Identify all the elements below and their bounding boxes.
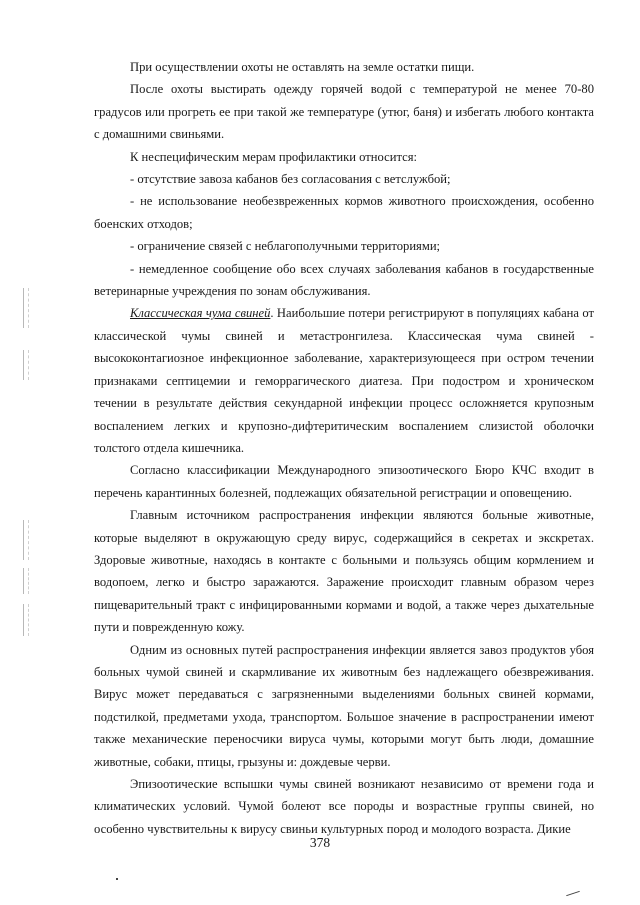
list-item: - не использование необезвреженных кормов животного происхождения, особенно боенских отходов;	[94, 194, 594, 231]
section-lead-text: . Наибольшие потери регистрируют в популяциях кабана от классической чумы свиней и метастронгилеза. Классическая чума свиней - высококонтагиозное инфекционное заболевание, характеризующееся при остром течении признаками септицемии и геморрагического диатеза. При подостром и хроническом течении в результате действия секундарной инфекции процесс осложняется крупозным воспалением легких и крупозно-дифтеритическим воспалением слизистой оболочки толстого отдела кишечника.	[94, 306, 595, 455]
paragraph: Эпизоотические вспышки чумы свиней возникают независимо от времени года и климатических условий. Чумой болеют все породы и возрастные группы свиней, но особенно чувствительны к вирусу свиньи культурных пород и молодого возраста. Дикие	[94, 777, 594, 836]
binding-mark	[23, 604, 34, 636]
binding-mark	[23, 350, 34, 380]
section-paragraph	[94, 302, 594, 459]
paragraph: К неспецифическим мерам профилактики относится:	[130, 149, 418, 164]
binding-mark	[23, 568, 34, 594]
list-item: - немедленное сообщение обо всех случаях заболевания кабанов в государственные ветеринарные учреждения по зонам обслуживания.	[94, 261, 594, 299]
scan-speck	[116, 878, 118, 880]
paragraph: Одним из основных путей распространения инфекции является завоз продуктов убоя больных чумой свиней и скармливание их животным без надлежащего обезвреживания. Вирус может передаваться с загрязненными выделениями больных свиней кормами, подстилкой, предметами ухода, транспортом. Большое значение в распространении имеют также механические переносчики вируса чумы, которыми могут быть люди, домашние животные, собаки, птицы, грызуны и: дождевые черви.	[94, 642, 594, 769]
paragraph: Согласно классификации Международного эпизоотического Бюро КЧС входит в перечень карантинных болезней, подлежащих обязательной регистрации и оповещению.	[94, 463, 594, 500]
document-page	[94, 56, 594, 840]
binding-mark	[23, 288, 34, 328]
scan-speck	[566, 891, 580, 896]
paragraph: После охоты выстирать одежду горячей водой с температурой не менее 70-80 градусов или прогреть ее при такой же температуре (утюг, баня) и избегать любого контакта с домашними свиньями.	[94, 82, 594, 142]
page-number: 378	[309, 835, 331, 850]
section-heading: Классическая чума свиней	[130, 306, 271, 321]
binding-mark	[23, 520, 34, 560]
list-item: - отсутствие завоза кабанов без согласования с ветслужбой;	[130, 172, 451, 187]
list-item: - ограничение связей с неблагополучными территориями;	[130, 239, 441, 254]
paragraph: При осуществлении охоты не оставлять на земле остатки пищи.	[130, 60, 475, 74]
paragraph: Главным источником распространения инфекции являются больные животные, которые выделяют в окружающую среду вирус, содержащийся в секретах и экскретах. Здоровые животные, находясь в контакте с больными и пользуясь общим кормлением и водопоем, легко и быстро заражаются. Заражение происходит главным образом через пищеварительный тракт с инфицированными кормами и водой, а также через дыхательные пути и поврежденную кожу.	[94, 508, 594, 635]
